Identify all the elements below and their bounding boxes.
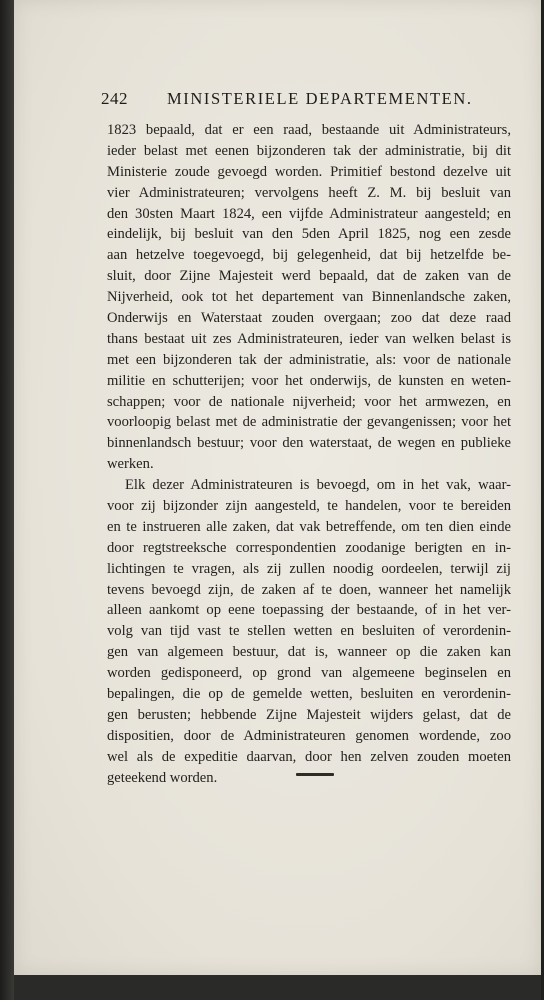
text-line: geteekend worden. (107, 769, 218, 786)
text-line: bepalingen, die op de gemelde wetten, besluiten en verordenin- (107, 686, 511, 703)
paragraph-1 (107, 120, 511, 475)
running-head: MINISTERIELE DEPARTEMENTEN. (167, 89, 473, 108)
text-line: Onderwijs en Waterstaat zouden overgaan; zoo dat deze raad (107, 310, 511, 327)
text-line: voorloopig belast met de administratie der gevangenissen; voor het (107, 414, 511, 431)
text-line: gen van algemeen bestuur, dat is, wanneer op die zaken kan (107, 644, 511, 661)
text-line: door regtstreeksche correspondentien zoodanige berigten en in- (107, 539, 511, 556)
text-line: wel als de expeditie daarvan, door hen zelven zouden moeten (107, 748, 511, 765)
text-line: militie en schutterijen; voor het onderwijs, de kunsten en weten- (107, 372, 511, 389)
text-line: aan hetzelve toegevoegd, bij gelegenheid, dat bij hetzelfde be- (107, 247, 511, 264)
text-line: Nijverheid, ook tot het departement van Binnenlandsche zaken, (107, 289, 511, 306)
text-line: Ministerie zoude gevoegd worden. Primitief bestond dezelve uit (107, 163, 511, 180)
text-line: eindelijk, bij besluit van den 5den April 1825, nog een zesde (107, 226, 511, 243)
paragraph-2 (107, 475, 511, 788)
text-line: alleen aankomt op eene toepassing der bestaande, of in het ver- (107, 602, 511, 619)
text-line: binnenlandsch bestuur; voor den waterstaat, de wegen en publieke (107, 435, 511, 452)
text-line: gen berusten; hebbende Zijne Majesteit wijders gelast, dat de (107, 706, 511, 723)
text-line: ieder belast met eenen bijzonderen tak der administratie, bij dit (107, 142, 511, 159)
scan-left-edge (0, 0, 14, 1000)
text-line: worden gedisponeerd, op grond van algemeene beginselen en (107, 665, 511, 682)
text-line: met een bijzonderen tak der administratie, als: voor de nationale (107, 351, 511, 368)
text-line: sluit, door Zijne Majesteit werd bepaald, dat de zaken van de (107, 268, 511, 285)
text-line: thans bestaat uit zes Administrateuren, ieder van welken belast is (107, 330, 511, 347)
text-line: Elk dezer Administrateuren is bevoegd, om in het vak, waar- (125, 477, 511, 494)
section-end-rule (296, 773, 334, 776)
text-line: 1823 bepaald, dat er een raad, bestaande uit Administrateurs, (107, 122, 511, 138)
text-line: werken. (107, 456, 154, 473)
text-line: dispositien, door de Administrateuren genomen wordende, zoo (107, 727, 511, 744)
page-number: 242 (101, 89, 128, 108)
text-line: den 30sten Maart 1824, een vijfde Administrateur aangesteld; en (107, 205, 511, 222)
text-line: volg van tijd vast te stellen wetten en besluiten of verordenin- (107, 623, 511, 640)
text-line: schappen; voor de nationale nijverheid; voor het armwezen, en (107, 393, 511, 410)
body-text (107, 120, 511, 789)
page-header (101, 89, 473, 115)
text-line: voor zij bijzonder zijn aangesteld, te handelen, voor te bereiden (107, 498, 511, 515)
scan-bottom-edge (14, 975, 541, 1000)
text-line: tevens bevoegd zijn, de zaken af te doen, wanneer het namelijk (107, 581, 511, 598)
text-line: lichtingen te vragen, als zij zullen noodig oordeelen, terwijl zij (107, 560, 511, 577)
text-line: vier Administrateuren; vervolgens heeft Z. M. bij besluit van (107, 184, 511, 201)
text-line: en te instrueren alle zaken, dat vak betreffende, om ten dien einde (107, 518, 511, 535)
